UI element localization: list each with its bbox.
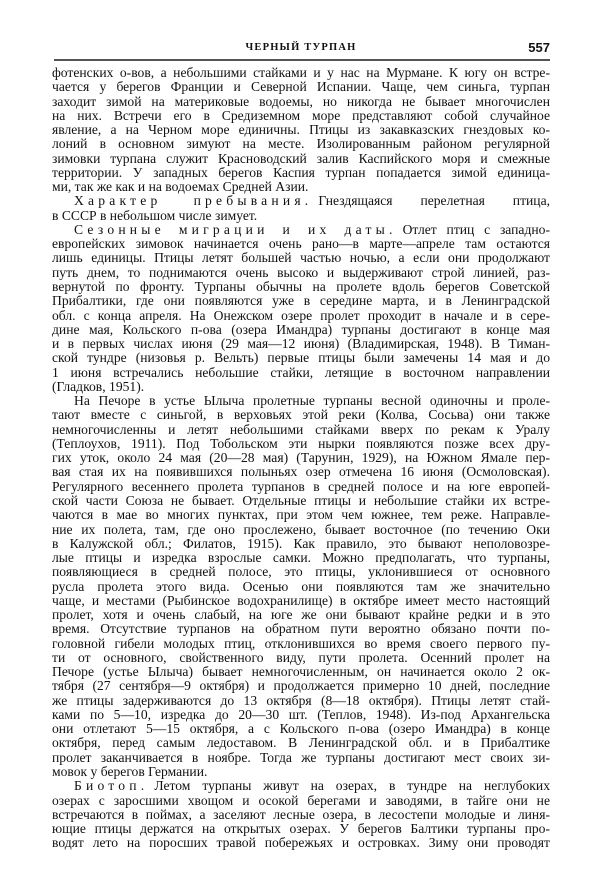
line-text: ние их полета, там, где оно прослежено, бывает восточное (по течению Оки bbox=[52, 521, 550, 537]
line-text: (Гладков, 1951). bbox=[52, 378, 145, 394]
text-line bbox=[52, 95, 550, 109]
section-heading: Сезонные миграции и их даты. bbox=[74, 221, 397, 237]
text-line bbox=[52, 323, 550, 337]
line-text: зимовки турпана служит Красноводский залив Каспийского моря и смежные bbox=[52, 150, 550, 166]
text-line bbox=[52, 665, 550, 679]
text-line bbox=[52, 580, 550, 594]
line-text: мовок у берегов Германии. bbox=[52, 764, 208, 780]
text-line bbox=[52, 109, 550, 123]
text-line bbox=[52, 765, 550, 779]
line-text: лоний в основном зимуют на месте. Изолированным районом регулярной bbox=[52, 136, 550, 152]
text-line bbox=[52, 423, 550, 437]
text-line bbox=[52, 408, 550, 422]
text-line bbox=[52, 523, 550, 537]
line-text: на них. Встречи его в Средиземном море представляют собой случайное bbox=[52, 107, 550, 123]
line-text: территории. У западных берегов Каспия турпан попадается зимой единица- bbox=[52, 164, 550, 180]
text-line bbox=[52, 480, 550, 494]
text-line bbox=[52, 594, 550, 608]
line-text: дине мая, Кольского п-ова (озера Имандра) турпаны достигают в конце мая bbox=[52, 321, 550, 337]
line-text: чаются в мае во многих пунктах, при этом чем южнее, тем реже. Направле- bbox=[52, 507, 550, 523]
line-text: Летом турпаны живут на озерах, в тундре на неглубоких bbox=[154, 778, 550, 794]
text-line bbox=[52, 465, 550, 479]
text-line bbox=[52, 152, 550, 166]
text-line bbox=[52, 180, 550, 194]
line-text: заходит зимой на материковые водоемы, но никогда не бывает многочислен bbox=[52, 93, 550, 109]
text-line bbox=[52, 237, 550, 251]
text-line bbox=[52, 508, 550, 522]
line-text: время. Отсутствие турпанов на обратном пути вероятно обязано почти по- bbox=[52, 621, 550, 637]
text-line bbox=[52, 736, 550, 750]
line-text: встречаются в поймах, а заселяют лесные озера, в лесостепи молодые и линя- bbox=[52, 806, 550, 822]
line-text: фотенских о-вов, а небольшими стайками и у нас на Мурмане. К югу он встре- bbox=[52, 65, 550, 80]
line-text: На Печоре в устье Ылыча пролетные турпаны весной одиночны и проле- bbox=[74, 393, 550, 409]
text-line bbox=[52, 679, 550, 693]
line-text: европейских зимовок начинается очень рано—в марте—апреле там остаются bbox=[52, 236, 550, 252]
text-line bbox=[52, 537, 550, 551]
line-text: Гнездящаяся перелетная птица, bbox=[318, 193, 550, 209]
section-heading: Биотоп. bbox=[74, 778, 149, 794]
text-line bbox=[52, 708, 550, 722]
line-text: Регулярного весеннего пролета турпанов в средней полосе и на юге европей- bbox=[52, 478, 550, 494]
text-line bbox=[52, 351, 550, 365]
text-line bbox=[52, 565, 550, 579]
text-line bbox=[52, 651, 550, 665]
line-text: в СССР в небольшом числе зимует. bbox=[52, 207, 258, 223]
line-text: путь днем, то поднимаются очень высоко и выдерживают строй линией, раз- bbox=[52, 264, 550, 280]
line-text: водят лето на поросших травой побережьях и островках. Зиму они проводят bbox=[52, 835, 550, 851]
line-text: тают вместе с синьгой, в верховьях этой реки (Колва, Сосьва) они также bbox=[52, 407, 550, 423]
text-line bbox=[52, 123, 550, 137]
page-number: 557 bbox=[528, 40, 550, 55]
text-line bbox=[52, 266, 550, 280]
text-line bbox=[52, 394, 550, 408]
line-text: озерах с заросшими хвощом и осокой берегами и заводями, в тайге они не bbox=[52, 792, 550, 808]
line-text: Отлет птиц с западно- bbox=[402, 221, 550, 237]
line-text: вая стая их на появившихся полыньях озер отмечена 16 июня (Осмоловская). bbox=[52, 464, 550, 480]
text-line bbox=[52, 209, 550, 223]
text-line bbox=[52, 366, 550, 380]
line-text: лишь единицы. Птицы летят большей частью ночью, а если они продолжают bbox=[52, 250, 550, 266]
line-text: и в первых числах июня (29 мая—12 июня) (Владимирская, 1948). В Тиман- bbox=[52, 336, 550, 352]
text-line bbox=[52, 294, 550, 308]
text-line bbox=[52, 451, 550, 465]
text-line bbox=[52, 223, 550, 237]
line-text: немногочисленны и летят небольшими стайками вверх по рекам к Уралу bbox=[52, 421, 550, 437]
body-text bbox=[52, 66, 550, 851]
text-line bbox=[52, 551, 550, 565]
line-text: октября, перед самым ледоставом. В Ленинградской обл. и в Прибалтике bbox=[52, 735, 550, 751]
text-line bbox=[52, 80, 550, 94]
text-line bbox=[52, 794, 550, 808]
line-text: чается у берегов Франции и Северной Испании. Чаще, чем синьга, турпан bbox=[52, 79, 550, 95]
text-line bbox=[52, 137, 550, 151]
line-text: явление, а на Черном море единичны. Птицы из закавказских гнездовых ко- bbox=[52, 122, 550, 138]
line-text: пролет заканчивается в ноябре. Тогда же турпаны достигают мест своих зи- bbox=[52, 749, 550, 765]
text-line bbox=[52, 779, 550, 793]
line-text: появляющиеся в средней полосе, это птицы, уклонившиеся от основного bbox=[52, 564, 550, 580]
text-line bbox=[52, 337, 550, 351]
text-line bbox=[52, 309, 550, 323]
line-text: ти от основного, свойственного виду, пути пролета. Осенний пролет на bbox=[52, 649, 550, 665]
text-line bbox=[52, 608, 550, 622]
text-line bbox=[52, 280, 550, 294]
line-text: ской тундре (низовья р. Вельть) первые птицы были замечены 14 мая и до bbox=[52, 350, 550, 366]
line-text: ками по 5—10, изредка до 20—30 шт. (Теплов, 1948). Из-под Архангельска bbox=[52, 706, 550, 722]
text-line bbox=[52, 694, 550, 708]
text-line bbox=[52, 437, 550, 451]
header-rule bbox=[54, 59, 550, 61]
running-title: ЧЕРНЫЙ ТУРПАН bbox=[245, 42, 357, 53]
line-text: пролет, хотя и очень слабый, на юге же они бывают крайне редки и в это bbox=[52, 607, 550, 623]
text-line bbox=[52, 808, 550, 822]
line-text: в Калужской обл.; Филатов, 1915). Как правило, это бывают неполовозре- bbox=[52, 535, 550, 551]
text-line bbox=[52, 622, 550, 636]
text-line bbox=[52, 822, 550, 836]
text-line bbox=[52, 194, 550, 208]
line-text: они отлетают 5—15 октября, а с Кольского п-ова (озеро Имандра) в конце bbox=[52, 721, 550, 737]
line-text: головной гибели молодых птиц, отклонившихся во время своего первого пу- bbox=[52, 635, 550, 651]
line-text: тября (27 сентября—9 октября) и продолжается примерно 10 дней, последние bbox=[52, 678, 550, 694]
line-text: вернутой по фронту. Турпаны обычны на пролете вдоль берегов Советской bbox=[52, 278, 550, 294]
text-line bbox=[52, 66, 550, 80]
text-line bbox=[52, 836, 550, 850]
text-line bbox=[52, 380, 550, 394]
line-text: лые птицы и изредка взрослые самки. Можно предполагать, что турпаны, bbox=[52, 550, 550, 566]
line-text: обл. с конца апреля. На Онежском озере пролет проходит в начале и в сере- bbox=[52, 307, 550, 323]
text-line bbox=[52, 166, 550, 180]
line-text: же птицы задерживаются до 13 октября (8—18 октября). Птицы летят стай- bbox=[52, 692, 550, 708]
line-text: гих уток, около 24 мая (20—28 мая) (Тарунин, 1929), на Южном Ямале пер- bbox=[52, 450, 550, 466]
text-line bbox=[52, 251, 550, 265]
line-text: ющие птицы держатся на открытых озерах. У берегов Балтики турпаны про- bbox=[52, 821, 550, 837]
line-text: Прибалтики, где они появляются уже в середине марта, и в Ленинградской bbox=[52, 293, 550, 309]
line-text: (Теплоухов, 1911). Под Тобольском эти нырки появляются позже всех дру- bbox=[52, 435, 550, 451]
line-text: ской части Союза не бывает. Отдельные птицы и небольшие стайки их встре- bbox=[52, 492, 550, 508]
text-line bbox=[52, 722, 550, 736]
line-text: Печоре (устье Ылыча) бывает немногочисленным, он начинается около 2 ок- bbox=[52, 664, 550, 680]
running-header bbox=[52, 40, 550, 58]
line-text: ми, так же как и на водоемах Средней Азии. bbox=[52, 179, 309, 195]
text-line bbox=[52, 751, 550, 765]
line-text: 1 июня встречались небольшие стайки, летящие в восточном направлении bbox=[52, 364, 550, 380]
section-heading: Характер пребывания. bbox=[74, 193, 313, 209]
text-line bbox=[52, 637, 550, 651]
line-text: чаще, и местами (Рыбинское водохранилище) в октябре имеет место настоящий bbox=[52, 592, 550, 608]
text-line bbox=[52, 494, 550, 508]
line-text: русла пролета этого вида. Осенью они появляются там же значительно bbox=[52, 578, 550, 594]
